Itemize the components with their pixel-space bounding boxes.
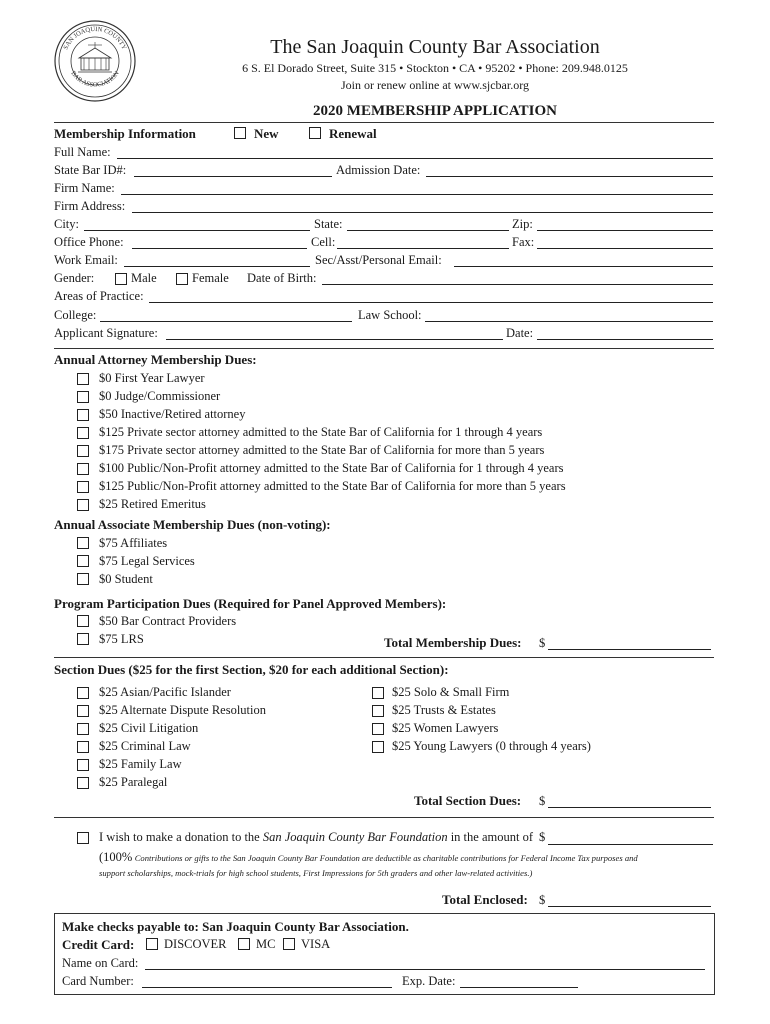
signature-date-field[interactable] bbox=[537, 339, 713, 340]
signature-date-label: Date: bbox=[506, 326, 534, 340]
total-section-dues-field[interactable] bbox=[548, 807, 711, 808]
section-dues-item: $25 Family Law bbox=[99, 757, 182, 771]
attorney-dues-item: $25 Retired Emeritus bbox=[99, 497, 206, 511]
donation-text-before: I wish to make a donation to the bbox=[99, 830, 260, 844]
attorney-dues-checkbox[interactable] bbox=[77, 481, 89, 493]
female-label: Female bbox=[192, 271, 229, 285]
total-section-dues-label: Total Section Dues: bbox=[414, 793, 522, 808]
discover-label: DISCOVER bbox=[164, 937, 227, 951]
discover-checkbox[interactable] bbox=[146, 938, 158, 950]
attorney-dues-checkbox[interactable] bbox=[77, 427, 89, 439]
female-checkbox[interactable] bbox=[176, 273, 188, 285]
visa-checkbox[interactable] bbox=[283, 938, 295, 950]
total-enclosed-field[interactable] bbox=[548, 906, 711, 907]
associate-dues-item: $0 Student bbox=[99, 572, 153, 586]
donation-currency: $ bbox=[539, 830, 546, 844]
new-checkbox[interactable] bbox=[234, 127, 246, 139]
section-dues-checkbox[interactable] bbox=[77, 741, 89, 753]
section-dues-checkbox[interactable] bbox=[77, 777, 89, 789]
donation-amount-field[interactable] bbox=[548, 844, 713, 845]
mc-checkbox[interactable] bbox=[238, 938, 250, 950]
renewal-checkbox[interactable] bbox=[309, 127, 321, 139]
male-checkbox[interactable] bbox=[115, 273, 127, 285]
renewal-label: Renewal bbox=[329, 126, 377, 141]
work-email-label: Work Email: bbox=[54, 253, 118, 267]
program-dues-item: $75 LRS bbox=[99, 632, 144, 646]
foundation-name: San Joaquin County Bar Foundation bbox=[262, 830, 448, 844]
name-on-card-label: Name on Card: bbox=[62, 956, 139, 970]
attorney-dues-checkbox[interactable] bbox=[77, 463, 89, 475]
state-field[interactable] bbox=[347, 230, 509, 231]
cell-field[interactable] bbox=[337, 248, 509, 249]
name-on-card-field[interactable] bbox=[145, 969, 705, 970]
section-dues-item: $25 Women Lawyers bbox=[392, 721, 499, 735]
sec-email-label: Sec/Asst/Personal Email: bbox=[315, 253, 442, 267]
sec-email-field[interactable] bbox=[454, 266, 713, 267]
exp-date-label: Exp. Date: bbox=[402, 974, 456, 988]
section-dues-checkbox[interactable] bbox=[77, 723, 89, 735]
dob-label: Date of Birth: bbox=[247, 271, 317, 285]
dob-field[interactable] bbox=[322, 284, 713, 285]
exp-date-field[interactable] bbox=[460, 987, 578, 988]
male-label: Male bbox=[131, 271, 157, 285]
section-dues-checkbox[interactable] bbox=[372, 741, 384, 753]
total-membership-dues-label: Total Membership Dues: bbox=[384, 635, 522, 650]
gender-label: Gender: bbox=[54, 271, 95, 285]
total-membership-dues-field[interactable] bbox=[548, 649, 711, 650]
admission-date-field[interactable] bbox=[426, 176, 713, 177]
total-membership-dues-currency: $ bbox=[539, 636, 546, 650]
card-number-field[interactable] bbox=[142, 987, 392, 988]
card-number-label: Card Number: bbox=[62, 974, 134, 988]
program-dues-heading: Program Participation Dues (Required for Panel Approved Members): bbox=[54, 596, 447, 611]
section-dues-checkbox[interactable] bbox=[77, 705, 89, 717]
law-school-label: Law School: bbox=[358, 308, 422, 322]
donation-text-after: in the amount of bbox=[450, 830, 533, 844]
attorney-dues-checkbox[interactable] bbox=[77, 445, 89, 457]
state-label: State: bbox=[314, 217, 343, 231]
section-dues-item: $25 Paralegal bbox=[99, 775, 168, 789]
seal-top-text: SAN JOAQUIN COUNTY bbox=[62, 25, 128, 51]
attorney-dues-checkbox[interactable] bbox=[77, 499, 89, 511]
section-dues-checkbox[interactable] bbox=[372, 687, 384, 699]
total-enclosed-label: Total Enclosed: bbox=[442, 892, 528, 907]
section-dues-item: $25 Alternate Dispute Resolution bbox=[99, 703, 266, 717]
section-dues-item: $25 Asian/Pacific Islander bbox=[99, 685, 231, 699]
checks-payable-text: Make checks payable to: San Joaquin County Bar Association. bbox=[62, 919, 409, 934]
full-name-field[interactable] bbox=[117, 158, 713, 159]
donation-note-line1 bbox=[99, 850, 638, 867]
firm-address-field[interactable] bbox=[132, 212, 713, 213]
college-label: College: bbox=[54, 308, 97, 322]
associate-dues-heading: Annual Associate Membership Dues (non-voting): bbox=[54, 517, 331, 532]
firm-name-label: Firm Name: bbox=[54, 181, 115, 195]
associate-dues-checkbox[interactable] bbox=[77, 555, 89, 567]
org-address: 6 S. El Dorado Street, Suite 315 • Stockton • CA • 95202 • Phone: 209.948.0125 bbox=[242, 61, 628, 75]
fax-field[interactable] bbox=[537, 248, 713, 249]
mc-label: MC bbox=[256, 937, 276, 951]
program-dues-checkbox[interactable] bbox=[77, 615, 89, 627]
attorney-dues-heading: Annual Attorney Membership Dues: bbox=[54, 352, 257, 367]
office-phone-label: Office Phone: bbox=[54, 235, 124, 249]
section-dues-checkbox[interactable] bbox=[77, 687, 89, 699]
firm-address-label: Firm Address: bbox=[54, 199, 126, 213]
donation-note-percent: (100% bbox=[99, 850, 133, 864]
new-label: New bbox=[254, 126, 279, 141]
attorney-dues-item: $0 First Year Lawyer bbox=[99, 371, 205, 385]
visa-label: VISA bbox=[301, 937, 331, 951]
zip-field[interactable] bbox=[537, 230, 713, 231]
attorney-dues-checkbox[interactable] bbox=[77, 391, 89, 403]
work-email-field[interactable] bbox=[124, 266, 310, 267]
attorney-dues-item: $100 Public/Non-Profit attorney admitted to the State Bar of California for 1 through 4 years bbox=[99, 461, 564, 475]
section-dues-item: $25 Civil Litigation bbox=[99, 721, 199, 735]
admission-date-label: Admission Date: bbox=[336, 163, 421, 177]
donation-note-text: Contributions or gifts to the San Joaquin County Bar Foundation are deductible as charitable contributions for Federal Income Tax purposes and bbox=[134, 853, 638, 863]
signature-field[interactable] bbox=[166, 339, 503, 340]
law-school-field[interactable] bbox=[425, 321, 713, 322]
section-dues-item: $25 Solo & Small Firm bbox=[392, 685, 510, 699]
associate-dues-checkbox[interactable] bbox=[77, 573, 89, 585]
program-dues-item: $50 Bar Contract Providers bbox=[99, 614, 237, 628]
program-dues-checkbox[interactable] bbox=[77, 633, 89, 645]
associate-dues-item: $75 Affiliates bbox=[99, 536, 168, 550]
areas-of-practice-field[interactable] bbox=[149, 302, 713, 303]
college-field[interactable] bbox=[100, 321, 352, 322]
section-dues-checkbox[interactable] bbox=[372, 705, 384, 717]
form-title: 2020 MEMBERSHIP APPLICATION bbox=[313, 103, 557, 119]
total-enclosed-currency: $ bbox=[539, 893, 546, 907]
state-bar-id-label: State Bar ID#: bbox=[54, 163, 127, 177]
section-dues-heading: Section Dues ($25 for the first Section, $20 for each additional Section): bbox=[54, 662, 449, 677]
membership-info-heading: Membership Information bbox=[54, 126, 196, 141]
attorney-dues-item: $125 Public/Non-Profit attorney admitted to the State Bar of California for more than 5 years bbox=[99, 479, 566, 493]
credit-card-label: Credit Card: bbox=[62, 937, 135, 952]
attorney-dues-item: $0 Judge/Commissioner bbox=[99, 389, 221, 403]
associate-dues-checkbox[interactable] bbox=[77, 537, 89, 549]
attorney-dues-checkbox[interactable] bbox=[77, 373, 89, 385]
cell-label: Cell: bbox=[311, 235, 336, 249]
firm-name-field[interactable] bbox=[121, 194, 713, 195]
state-bar-id-field[interactable] bbox=[134, 176, 332, 177]
section-dues-checkbox[interactable] bbox=[77, 759, 89, 771]
attorney-dues-checkbox[interactable] bbox=[77, 409, 89, 421]
office-phone-field[interactable] bbox=[132, 248, 307, 249]
associate-dues-item: $75 Legal Services bbox=[99, 554, 195, 568]
city-field[interactable] bbox=[84, 230, 310, 231]
org-name: The San Joaquin County Bar Association bbox=[270, 36, 600, 58]
donation-note-line2: support scholarships, mock-trials for high school students, First Impressions for 5th graders and other law-related activities.) bbox=[99, 868, 533, 878]
seal-bottom-text: BAR ASSOCIATION bbox=[69, 70, 121, 89]
section-dues-checkbox[interactable] bbox=[372, 723, 384, 735]
total-section-dues-currency: $ bbox=[539, 794, 546, 808]
section-dues-item: $25 Trusts & Estates bbox=[392, 703, 496, 717]
donation-checkbox[interactable] bbox=[77, 832, 89, 844]
city-label: City: bbox=[54, 217, 80, 231]
attorney-dues-item: $175 Private sector attorney admitted to the State Bar of California for more than 5 years bbox=[99, 443, 545, 457]
section-dues-item: $25 Young Lawyers (0 through 4 years) bbox=[392, 739, 591, 753]
donation-text bbox=[99, 830, 533, 845]
fax-label: Fax: bbox=[512, 235, 535, 249]
attorney-dues-item: $50 Inactive/Retired attorney bbox=[99, 407, 246, 421]
signature-label: Applicant Signature: bbox=[54, 326, 158, 340]
full-name-label: Full Name: bbox=[54, 145, 111, 159]
areas-of-practice-label: Areas of Practice: bbox=[54, 289, 144, 303]
attorney-dues-item: $125 Private sector attorney admitted to the State Bar of California for 1 through 4 years bbox=[99, 425, 543, 439]
zip-label: Zip: bbox=[512, 217, 533, 231]
section-dues-item: $25 Criminal Law bbox=[99, 739, 191, 753]
join-online-text: Join or renew online at www.sjcbar.org bbox=[341, 78, 529, 92]
